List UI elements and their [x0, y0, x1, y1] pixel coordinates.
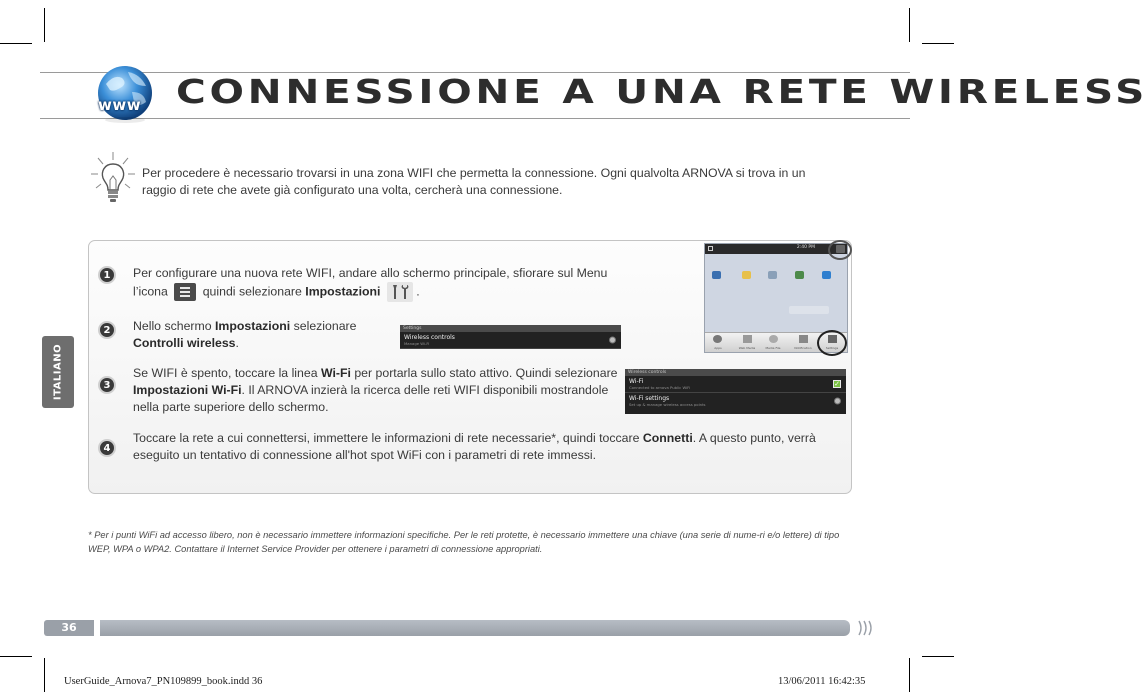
app-icon [712, 271, 721, 279]
app-icon [795, 271, 804, 279]
step-2-settings-label: Impostazioni [215, 319, 291, 333]
page-title: CONNESSIONE A UNA RETE WIRELESS [176, 72, 1148, 111]
step-4-text-b: . A questo punto, verrà eseguito un tentativo di connessione all'hot spot WiFi con i parametri di rete immessi. [133, 431, 816, 462]
step-2-text-b: selezionare [293, 319, 357, 333]
crop-mark [909, 658, 910, 692]
settings-highlight-ring [817, 330, 847, 356]
status-bar [705, 244, 847, 254]
language-tab [42, 336, 74, 408]
wifi-row-sub: Connected to arnova Public WiFi [629, 385, 691, 390]
widget-panel [789, 306, 829, 314]
step-4-connect-label: Connetti [642, 431, 693, 445]
settings-screenshot [400, 325, 621, 349]
step-2-wireless-label: Controlli wireless [133, 336, 236, 350]
home-icon [708, 246, 713, 251]
menu-highlight-ring [828, 240, 852, 260]
dock-label-notification: Notification [794, 346, 812, 350]
step-2-text-a: Nello schermo [133, 319, 212, 333]
step-1-text-c: . [416, 284, 420, 299]
radio-icon [834, 398, 841, 405]
settings-screen-bar: Settings [400, 325, 621, 332]
wireless-screenshot [625, 369, 846, 414]
page-number: 36 [44, 620, 94, 636]
step-badge-3: 3 [98, 376, 116, 394]
step-3-text-c: . Il ARNOVA inzierà la ricerca delle reti WIFI disponibili mostrandole nella parte superiore dello schermo. [133, 383, 609, 414]
dock-label-web: Web Media [738, 346, 756, 350]
app-icon [768, 271, 777, 279]
crop-mark [44, 8, 45, 42]
wifi-settings-row-sub: Set up & manage wireless access points [629, 402, 706, 407]
step-3-wifi-settings-label: Impostazioni Wi-Fi [133, 383, 242, 397]
crop-mark [0, 656, 32, 657]
crop-mark [0, 43, 32, 44]
step-3-text [133, 365, 623, 416]
page-end-marks [856, 619, 876, 637]
crop-mark [922, 43, 954, 44]
step-3-wifi-label: Wi-Fi [320, 366, 351, 380]
home-screen-screenshot [704, 243, 848, 353]
step-badge-2: 2 [98, 321, 116, 339]
wifi-row-title: Wi-Fi [629, 378, 644, 385]
wireless-row-wifi [625, 376, 846, 393]
search-icon [769, 335, 778, 343]
notification-icon [799, 335, 808, 343]
page-bar [100, 620, 850, 636]
lightbulb-icon [90, 150, 136, 210]
wireless-row-wifi-settings [625, 393, 846, 409]
tools-icon [387, 282, 413, 302]
crop-mark [44, 658, 45, 692]
step-3-text-b: per portarla sullo stato attivo. Quindi selezionare [354, 366, 618, 380]
step-1-text-b: quindi selezionare [202, 284, 302, 299]
globe-label: www [98, 96, 142, 114]
slug-date: 13/06/2011 16:42:35 [778, 676, 866, 687]
web-icon [743, 335, 752, 343]
checkbox-checked-icon: ✓ [834, 380, 840, 388]
apps-icon [713, 335, 722, 343]
dock-label-apps: Apps [714, 346, 722, 350]
step-2-text-c: . [235, 336, 239, 350]
menu-icon [174, 283, 196, 301]
slug-file: UserGuide_Arnova7_PN109899_book.indd 36 [64, 676, 263, 687]
settings-row-sub: Manage Wi-Fi [404, 341, 430, 346]
settings-row-wireless [400, 332, 621, 349]
header-rule-bottom [40, 118, 910, 119]
status-clock: 2:40 PM [796, 245, 815, 250]
step-1-settings-label: Impostazioni [305, 284, 381, 299]
step-3-text-a: Se WIFI è spento, toccare la linea [133, 366, 318, 380]
wireless-screen-bar: Wireless controls [625, 369, 846, 376]
step-1-text-a: Per configurare una nuova rete WIFI, andare allo schermo principale, sfiorare sul Menu l’icona [133, 266, 608, 299]
step-badge-1: 1 [98, 266, 116, 284]
globe-icon [92, 62, 158, 128]
intro-text: Per procedere è necessario trovarsi in una zona WIFI che permetta la connessione. Ogni qualvolta ARNOVA si trova in un raggio di rete che avete già configurato una volta, cercherà una connessione. [142, 166, 806, 197]
crop-mark [922, 656, 954, 657]
app-icon [742, 271, 751, 279]
footnote: * Per i punti WiFi ad accesso libero, non è necessario immettere informazioni specifiche. Per le reti protette, è necessario immettere una chiave (una serie di nume-ri e/o lettere) di tipo WEP, WPA o WPA2. Contattare il Internet Service Provider per ottenere i parametri di connessione appropriati. [88, 530, 840, 554]
step-1-text [133, 265, 633, 302]
language-tab-label: ITALIANO [52, 343, 64, 401]
step-4-text-a: Toccare la rete a cui connettersi, immettere le informazioni di rete necessarie*, quindi toccare [133, 431, 640, 445]
step-2-text [133, 318, 393, 352]
settings-row-title: Wireless controls [404, 334, 455, 341]
dock-label-media: Media File [765, 346, 781, 350]
dock-label-settings: Settings [825, 346, 839, 350]
step-4-text [133, 430, 833, 464]
step-badge-4: 4 [98, 439, 116, 457]
crop-mark [909, 8, 910, 42]
wifi-settings-row-title: Wi-Fi settings [629, 395, 670, 402]
app-icon [822, 271, 831, 279]
radio-icon [609, 337, 616, 344]
